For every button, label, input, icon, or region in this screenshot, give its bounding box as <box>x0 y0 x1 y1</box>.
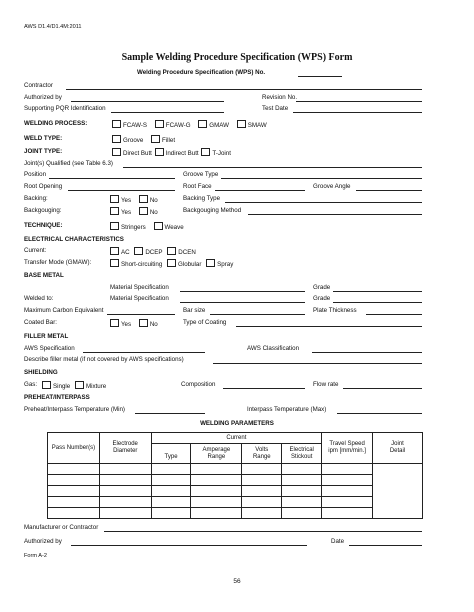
option-label: No <box>149 321 158 328</box>
footer-date-field[interactable] <box>349 545 422 546</box>
option-label: No <box>149 209 158 216</box>
shielding-heading: SHIELDING <box>24 369 58 376</box>
option-ac[interactable] <box>110 249 130 256</box>
current-options <box>110 247 202 256</box>
cell[interactable] <box>99 475 151 486</box>
supporting-pqr-field[interactable] <box>111 112 224 113</box>
checkbox[interactable] <box>155 120 164 128</box>
col-header-type: Type <box>151 444 191 464</box>
root-opening-field[interactable] <box>68 190 175 191</box>
cell[interactable] <box>191 464 242 475</box>
cell[interactable] <box>282 497 322 508</box>
cell[interactable] <box>99 464 151 475</box>
option-single[interactable] <box>42 383 70 390</box>
composition-label: Composition <box>181 381 216 388</box>
table-row[interactable] <box>48 464 423 475</box>
cell[interactable] <box>48 497 100 508</box>
welded-to-grade-field[interactable] <box>333 302 422 303</box>
material-spec-label: Material Specification <box>110 284 169 291</box>
root-face-label: Root Face <box>183 183 212 190</box>
option-label: DCEP <box>145 249 163 256</box>
option-label: Indirect Butt <box>165 150 199 157</box>
footer-authorized-by-field[interactable] <box>71 545 307 546</box>
cell[interactable] <box>242 486 282 497</box>
cell[interactable] <box>99 486 151 497</box>
backgouging-method-field[interactable] <box>248 214 422 215</box>
backing-type-field[interactable] <box>225 202 422 203</box>
checkbox[interactable] <box>112 148 121 156</box>
welding-process-options <box>112 120 273 129</box>
document-code: AWS D1.4/D1.4M:2011 <box>24 24 82 30</box>
option-label: T-Joint <box>212 150 231 157</box>
max-carbon-equivalent-field[interactable] <box>107 314 175 315</box>
cell[interactable] <box>151 486 191 497</box>
base-metal-heading: BASE METAL <box>24 272 64 279</box>
cell[interactable] <box>48 475 100 486</box>
joints-qualified-label: Joint(s) Qualified (see Table 6.3) <box>24 160 113 167</box>
option-label: Yes <box>121 209 132 216</box>
gas-options <box>42 381 112 390</box>
col-header-stickout: Electrical Stickout <box>282 444 322 464</box>
checkbox[interactable] <box>110 259 119 267</box>
option-label: Weave <box>164 224 184 231</box>
option-stringers[interactable] <box>110 224 146 231</box>
test-date-field[interactable] <box>293 112 422 113</box>
table-row[interactable] <box>48 486 423 497</box>
flow-rate-field[interactable] <box>343 388 422 389</box>
contractor-label: Contractor <box>24 82 53 89</box>
composition-field[interactable] <box>223 388 305 389</box>
checkbox[interactable] <box>167 259 176 267</box>
option-label: Spray <box>217 261 234 268</box>
electrical-heading: ELECTRICAL CHARACTERISTICS <box>24 236 124 243</box>
interpass-max-field[interactable] <box>337 413 422 414</box>
option-spray[interactable] <box>206 261 233 268</box>
technique-label: TECHNIQUE: <box>24 222 63 229</box>
welded-to-grade-label: Grade <box>313 295 331 302</box>
describe-filler-field[interactable] <box>213 363 422 364</box>
backgouging-method-label: Backgouging Method <box>183 207 242 214</box>
manufacturer-field[interactable] <box>104 531 422 532</box>
checkbox[interactable] <box>167 247 176 255</box>
transfer-mode-options <box>110 259 239 268</box>
manufacturer-label: Manufacturer or Contractor <box>24 524 99 531</box>
cell[interactable] <box>242 464 282 475</box>
cell[interactable] <box>282 464 322 475</box>
cell[interactable] <box>151 508 191 519</box>
test-date-label: Test Date <box>262 105 289 112</box>
backing-no[interactable] <box>139 197 158 204</box>
option-globular[interactable] <box>167 261 201 268</box>
cell[interactable] <box>282 508 322 519</box>
checkbox[interactable] <box>206 259 215 267</box>
option-dcep[interactable] <box>134 249 162 256</box>
welding-process-label: WELDING PROCESS: <box>24 120 88 127</box>
option-label: AC <box>121 249 130 256</box>
joint-type-label: JOINT TYPE: <box>24 148 63 155</box>
checkbox[interactable] <box>110 195 119 203</box>
groove-angle-field[interactable] <box>356 190 422 191</box>
option-label: No <box>149 197 158 204</box>
material-spec-field[interactable] <box>180 291 305 292</box>
option-direct-butt[interactable] <box>112 150 152 157</box>
col-header-travel-speed: Travel Speed ipm [mm/min.] <box>322 433 373 464</box>
cell[interactable] <box>99 508 151 519</box>
backing-label: Backing: <box>24 195 48 202</box>
option-label: DCEN <box>178 249 196 256</box>
option-fcaw-g[interactable] <box>155 122 191 129</box>
backgouging-no[interactable] <box>139 209 158 216</box>
table-row[interactable] <box>48 475 423 486</box>
page-title: Sample Welding Procedure Specification (WPS) Form <box>121 52 353 63</box>
cell[interactable] <box>191 486 242 497</box>
cell[interactable] <box>151 464 191 475</box>
type-of-coating-field[interactable] <box>236 326 422 327</box>
form-number: Form A-2 <box>24 553 48 559</box>
cell[interactable] <box>191 497 242 508</box>
checkbox[interactable] <box>110 207 119 215</box>
checkbox[interactable] <box>75 381 84 389</box>
coated-bar-yes[interactable] <box>110 321 131 328</box>
joint-detail-cell[interactable] <box>373 464 423 519</box>
option-label: FCAW-G <box>165 122 191 129</box>
option-label: Direct Butt <box>123 150 152 157</box>
contractor-field[interactable] <box>66 89 422 90</box>
supporting-pqr-label: Supporting PQR Identification <box>24 105 106 112</box>
option-fillet[interactable] <box>151 137 175 144</box>
checkbox[interactable] <box>112 135 121 143</box>
option-label: Groove <box>123 137 144 144</box>
option-weave[interactable] <box>154 224 184 231</box>
wps-no-label: Welding Procedure Specification (WPS) No. <box>137 69 266 76</box>
preheat-min-label: Preheat/Interpass Temperature (Min) <box>24 406 125 413</box>
checkbox[interactable] <box>139 195 148 203</box>
checkbox[interactable] <box>112 120 121 128</box>
checkbox[interactable] <box>110 247 119 255</box>
option-label: FCAW-S <box>123 122 148 129</box>
max-carbon-equivalent-label: Maximum Carbon Equivalent <box>24 307 104 314</box>
option-label: GMAW <box>209 122 229 129</box>
wps-no-field[interactable] <box>298 76 342 77</box>
grade-field[interactable] <box>333 291 422 292</box>
plate-thickness-field[interactable] <box>366 314 422 315</box>
option-gmaw[interactable] <box>198 122 229 129</box>
table-row[interactable] <box>48 497 423 508</box>
weld-type-options <box>112 135 181 144</box>
coated-bar-no[interactable] <box>139 321 158 328</box>
checkbox[interactable] <box>110 319 119 327</box>
cell[interactable] <box>48 486 100 497</box>
position-label: Position <box>24 171 47 178</box>
option-label: Globular <box>178 261 202 268</box>
option-label: Mixture <box>85 383 107 390</box>
bar-size-label: Bar size <box>183 307 206 314</box>
aws-class-field[interactable] <box>312 352 422 353</box>
col-header-joint-detail: Joint Detail <box>373 433 423 464</box>
checkbox[interactable] <box>110 222 119 230</box>
coated-bar-label: Coated Bar: <box>24 319 58 326</box>
aws-spec-field[interactable] <box>83 352 205 353</box>
option-smaw[interactable] <box>237 122 267 129</box>
welded-to-label: Welded to: <box>24 295 54 302</box>
option-label: SMAW <box>247 122 267 129</box>
cell[interactable] <box>322 486 373 497</box>
authorized-by-label: Authorized by <box>24 94 62 101</box>
option-mixture[interactable] <box>75 383 106 390</box>
option-groove[interactable] <box>112 137 143 144</box>
footer-date-label: Date <box>331 538 345 545</box>
option-fcaw-s[interactable] <box>112 122 147 129</box>
bar-size-field[interactable] <box>210 314 305 315</box>
backing-options <box>110 195 164 204</box>
checkbox[interactable] <box>201 148 210 156</box>
option-label: Stringers <box>121 224 146 231</box>
technique-options <box>110 222 190 231</box>
joint-type-options <box>112 148 237 157</box>
checkbox[interactable] <box>237 120 246 128</box>
cell[interactable] <box>242 497 282 508</box>
checkbox[interactable] <box>139 207 148 215</box>
transfer-mode-label: Transfer Mode (GMAW): <box>24 259 92 266</box>
cell[interactable] <box>322 508 373 519</box>
gas-label: Gas: <box>24 381 38 388</box>
aws-class-label: AWS Classification <box>247 345 300 352</box>
filler-metal-heading: FILLER METAL <box>24 333 69 340</box>
welded-to-material-spec-field[interactable] <box>180 302 305 303</box>
page-number: 56 <box>233 578 241 585</box>
grade-label: Grade <box>313 284 331 291</box>
cell[interactable] <box>322 475 373 486</box>
describe-filler-label: Describe filler metal (if not covered by AWS specifications) <box>24 356 184 363</box>
option-label: Yes <box>121 197 132 204</box>
backgouging-yes[interactable] <box>110 209 131 216</box>
col-header-current-group: Current <box>151 433 322 444</box>
option-short-circuiting[interactable] <box>110 261 162 268</box>
checkbox[interactable] <box>155 148 164 156</box>
backgouging-label: Backgouging: <box>24 207 62 214</box>
cell[interactable] <box>48 508 100 519</box>
col-header-amperage: Amperage Range <box>191 444 242 464</box>
option-label: Fillet <box>162 137 176 144</box>
plate-thickness-label: Plate Thickness <box>313 307 357 314</box>
table-row[interactable] <box>48 508 423 519</box>
option-dcen[interactable] <box>167 249 196 256</box>
cell[interactable] <box>242 508 282 519</box>
option-label: Yes <box>121 321 132 328</box>
footer-authorized-by-label: Authorized by <box>24 538 62 545</box>
current-label: Current: <box>24 247 47 254</box>
preheat-min-field[interactable] <box>135 413 205 414</box>
option-label: Single <box>53 383 71 390</box>
welding-parameters-table <box>47 432 423 519</box>
option-t-joint[interactable] <box>201 150 231 157</box>
backing-yes[interactable] <box>110 197 131 204</box>
col-header-pass: Pass Number(s) <box>48 433 100 464</box>
checkbox[interactable] <box>198 120 207 128</box>
cell[interactable] <box>99 497 151 508</box>
cell[interactable] <box>48 464 100 475</box>
checkbox[interactable] <box>151 135 160 143</box>
interpass-max-label: Interpass Temperature (Max) <box>247 406 327 413</box>
checkbox[interactable] <box>134 247 143 255</box>
groove-angle-label: Groove Angle <box>313 183 351 190</box>
option-indirect-butt[interactable] <box>155 150 199 157</box>
groove-type-field[interactable] <box>221 178 422 179</box>
cell[interactable] <box>322 497 373 508</box>
root-face-field[interactable] <box>215 190 305 191</box>
col-header-electrode: Electrode Diameter <box>99 433 151 464</box>
option-label: Short-circuiting <box>121 261 163 268</box>
aws-spec-label: AWS Specification <box>24 345 75 352</box>
checkbox[interactable] <box>139 319 148 327</box>
cell[interactable] <box>242 475 282 486</box>
cell[interactable] <box>151 475 191 486</box>
coated-bar-options <box>110 319 164 328</box>
joints-qualified-field[interactable] <box>123 167 422 168</box>
checkbox[interactable] <box>42 381 51 389</box>
checkbox[interactable] <box>154 222 163 230</box>
revision-no-field[interactable] <box>296 101 422 102</box>
welded-to-material-spec-label: Material Specification <box>110 295 169 302</box>
groove-type-label: Groove Type <box>183 171 219 178</box>
backgouging-options <box>110 207 164 216</box>
authorized-by-field[interactable] <box>71 101 224 102</box>
flow-rate-label: Flow rate <box>313 381 339 388</box>
cell[interactable] <box>322 464 373 475</box>
revision-no-label: Revision No. <box>262 94 298 101</box>
col-header-volts: Volts Range <box>242 444 282 464</box>
cell[interactable] <box>191 475 242 486</box>
weld-type-label: WELD TYPE: <box>24 135 63 142</box>
backing-type-label: Backing Type <box>183 195 221 202</box>
welding-parameters-heading: WELDING PARAMETERS <box>200 420 274 427</box>
preheat-heading: PREHEAT/INTERPASS <box>24 394 90 401</box>
type-of-coating-label: Type of Coating <box>183 319 227 326</box>
root-opening-label: Root Opening <box>24 183 63 190</box>
cell[interactable] <box>151 497 191 508</box>
cell[interactable] <box>191 508 242 519</box>
cell[interactable] <box>282 486 322 497</box>
cell[interactable] <box>282 475 322 486</box>
position-field[interactable] <box>49 178 175 179</box>
